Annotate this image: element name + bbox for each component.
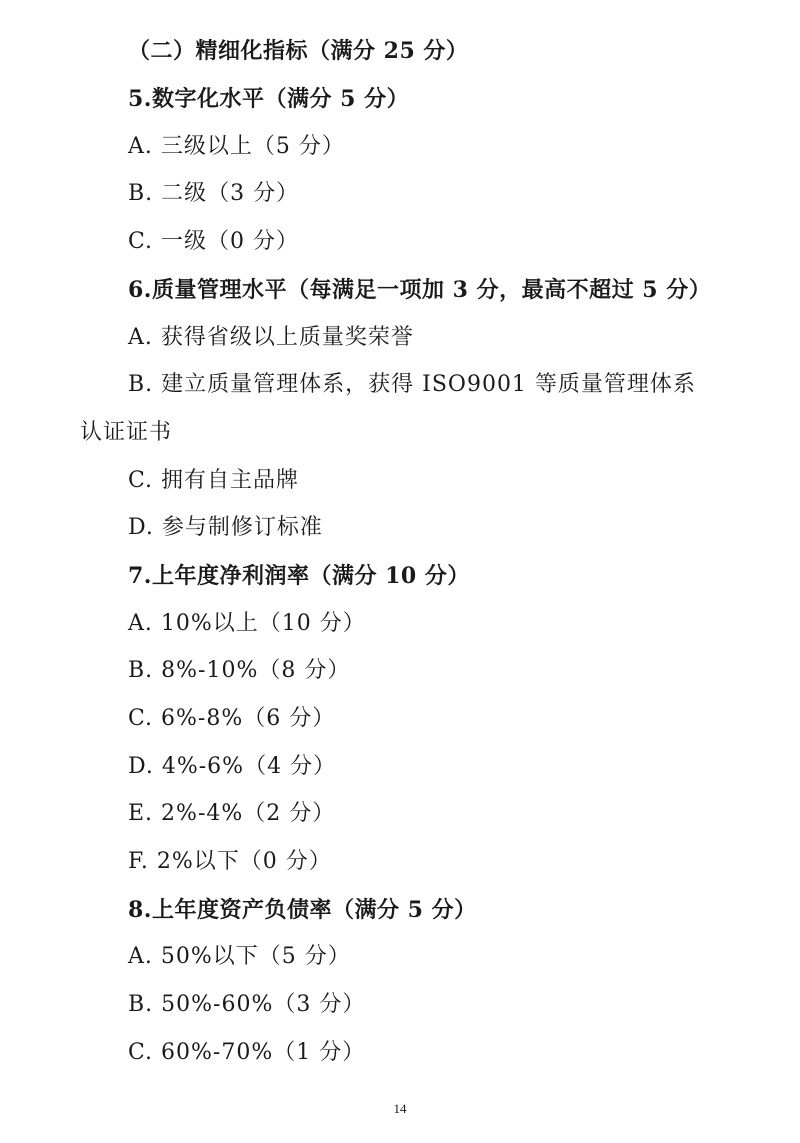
item-6-title: 6.质量管理水平（每满足一项加 3 分，最高不超过 5 分） (128, 277, 712, 303)
item-7-option-b: B. 8%-10%（8 分） (128, 658, 351, 683)
item-7-title: 7.上年度净利润率（满分 10 分） (128, 563, 470, 589)
item-6-option-d: D. 参与制修订标准 (128, 515, 323, 540)
item-7-option-c: C. 6%-8%（6 分） (128, 706, 336, 731)
item-7-option-d: D. 4%-6%（4 分） (128, 754, 337, 779)
item-8-option-a: A. 50%以下（5 分） (128, 944, 351, 969)
item-5-option-b: B. 二级（3 分） (128, 181, 300, 206)
item-7-option-e: E. 2%-4%（2 分） (128, 801, 336, 826)
item-6-option-a: A. 获得省级以上质量奖荣誉 (128, 325, 414, 350)
page-number: 14 (393, 1101, 407, 1116)
item-6-option-b: B. 建立质量管理体系，获得 ISO9001 等质量管理体系 (128, 372, 696, 397)
item-8-option-b: B. 50%-60%（3 分） (128, 992, 366, 1017)
item-6-option-b-continued: 认证证书 (80, 420, 173, 445)
item-7-option-f: F. 2%以下（0 分） (128, 849, 332, 874)
item-5-option-c: C. 一级（0 分） (128, 229, 300, 254)
section-heading: （二）精细化指标（满分 25 分） (128, 38, 469, 64)
item-6-option-c: C. 拥有自主品牌 (128, 468, 300, 493)
item-5-title: 5.数字化水平（满分 5 分） (128, 86, 410, 112)
item-7-option-a: A. 10%以上（10 分） (128, 611, 366, 636)
item-8-title: 8.上年度资产负债率（满分 5 分） (128, 897, 477, 923)
item-5-option-a: A. 三级以上（5 分） (128, 134, 345, 159)
item-8-option-c: C. 60%-70%（1 分） (128, 1040, 366, 1065)
